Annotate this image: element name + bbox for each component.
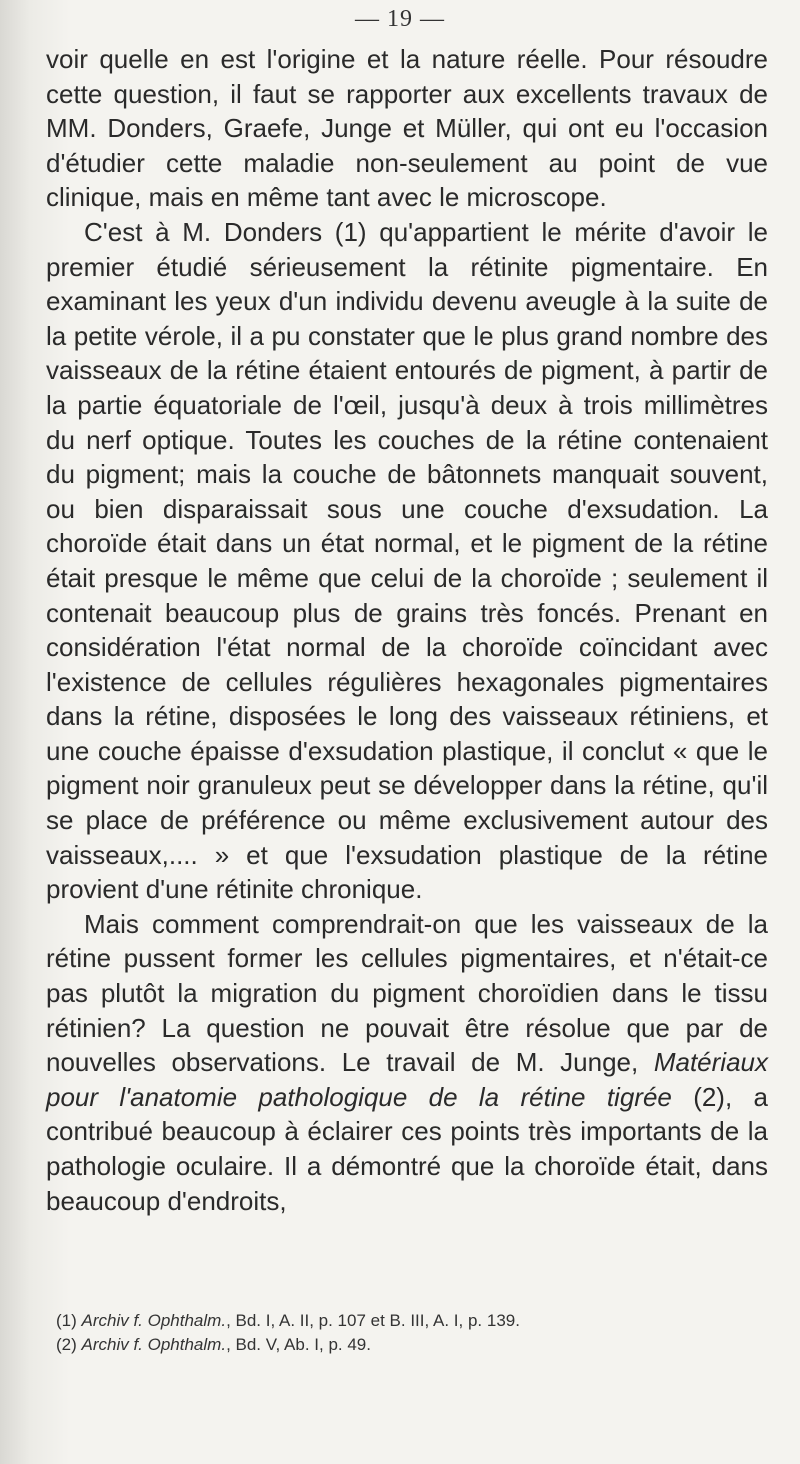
paragraph-3-text-end: (2), a contribué beaucoup à éclairer ces points très importants de la pathologie oculaire. Il a démontré que la choroïde était, dans beaucoup d'endroits, [46, 1081, 768, 1216]
footnotes [56, 1309, 756, 1357]
body-text [46, 42, 768, 1218]
cited-work-title: Matériaux pour l'anatomie pathologique de la rétine tigrée [46, 1047, 768, 1112]
footnote-source: Archiv f. Ophthalm. [81, 1311, 227, 1330]
footnote-reference: , Bd. I, A. II, p. 107 et B. III, A. I, p. 139. [226, 1311, 520, 1330]
footnote-reference: , Bd. V, Ab. I, p. 49. [226, 1335, 371, 1354]
paragraph-2: C'est à M. Donders (1) qu'appartient le mérite d'avoir le premier étudié sérieusement la rétinite pigmentaire. En examinant les yeux d'un individu devenu aveugle à la suite de la petite vérole, il a pu constater que le plus grand nombre des vaisseaux de la rétine étaient entourés de pigment, à partir de la partie équatoriale de l'œil, jusqu'à deux à trois millimètres du nerf optique. Toutes les couches de la rétine contenaient du pigment; mais la couche de bâtonnets manquait souvent, ou bien disparaissait sous une couche d'exsudation. La choroïde était dans un état normal, et le pigment de la rétine était presque le même que celui de la choroïde ; seulement il contenait beaucoup plus de grains très foncés. Prenant en considération l'état normal de la choroïde coïncidant avec l'existence de cellules régulières hexagonales pigmentaires dans la rétine, disposées le long des vaisseaux rétiniens, et une couche épaisse d'exsudation plastique, il conclut « que le pigment noir granuleux peut se développer dans la rétine, qu'il se place de préférence ou même exclusivement autour des vaisseaux,.... » et que l'exsudation plastique de la rétine provient d'une rétinite chronique. [46, 216, 768, 905]
paragraph-3 [46, 907, 768, 1218]
footnote-2 [56, 1333, 756, 1357]
footnote-1 [56, 1309, 756, 1333]
page-number: — 19 — [355, 6, 445, 32]
footnote-marker: (2) [56, 1335, 82, 1354]
paragraph-3-text-start: Mais comment comprendrait-on que les vaisseaux de la rétine pussent former les cellules pigmentaires, et n'était-ce pas plutôt la migration du pigment choroïdien dans le tissu rétinien? La question ne pouvait être résolue que par de nouvelles observations. Le travail de M. Junge, [46, 908, 768, 1078]
footnote-marker: (1) [56, 1311, 82, 1330]
footnote-source: Archiv f. Ophthalm. [81, 1335, 227, 1354]
paragraph-1: voir quelle en est l'origine et la nature réelle. Pour résoudre cette question, il faut se rapporter aux excellents travaux de MM. Donders, Graefe, Junge et Müller, qui ont eu l'occasion d'étudier cette maladie non-seulement au point de vue clinique, mais en même tant avec le microscope. [46, 44, 768, 213]
